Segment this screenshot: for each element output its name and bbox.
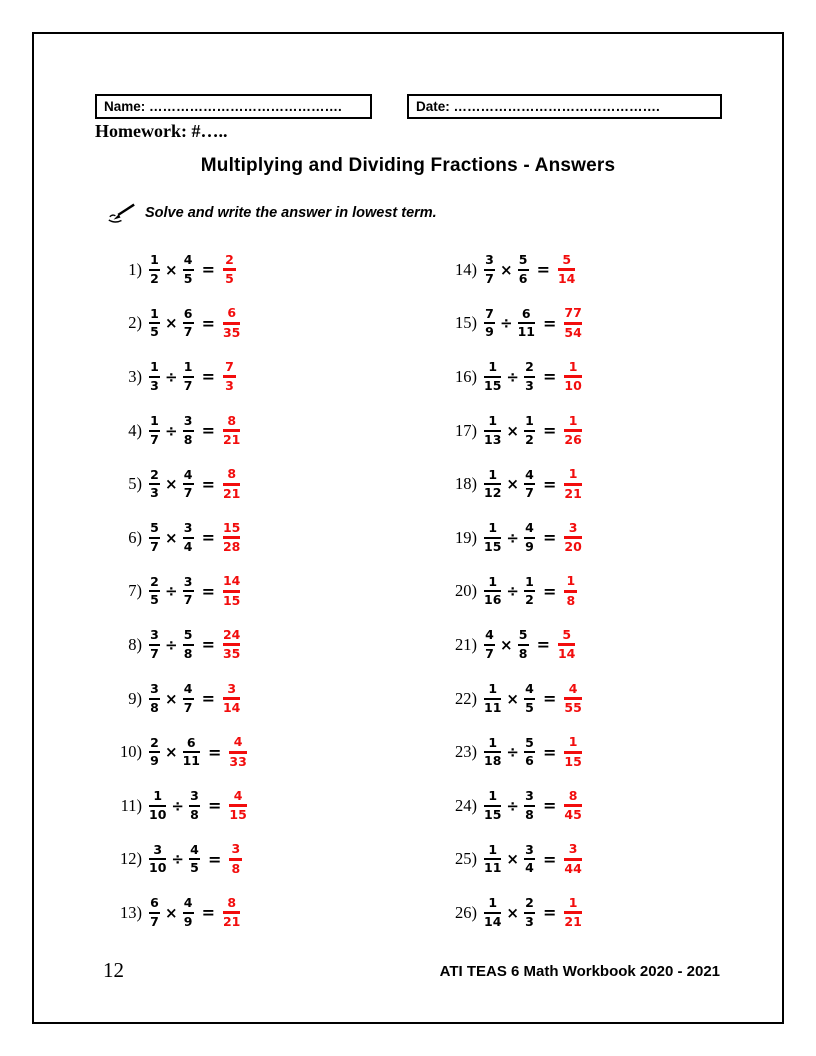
problem-number: 3) bbox=[128, 366, 142, 386]
fraction-operand-2: $\frac{1}{2}$ bbox=[525, 573, 534, 608]
problem-row bbox=[112, 457, 247, 511]
page-title: Multiplying and Dividing Fractions - Answers bbox=[200, 155, 616, 176]
fraction-operand-1: $\frac{2}{5}$ bbox=[150, 573, 159, 608]
answer-fraction: $\frac{1}{15}$ bbox=[564, 734, 582, 769]
operator-sign: ÷ bbox=[165, 635, 178, 654]
writing-hand-icon bbox=[106, 202, 136, 224]
equals-sign: = bbox=[201, 528, 215, 548]
instruction-text: Solve and write the answer in lowest term. bbox=[145, 205, 437, 221]
problem-row bbox=[447, 350, 582, 404]
fraction-operand-2: $\frac{3}{4}$ bbox=[525, 841, 534, 876]
fraction-operand-1: $\frac{3}{7}$ bbox=[485, 252, 494, 286]
equals-sign: = bbox=[207, 796, 222, 816]
answer-fraction: $\frac{6}{35}$ bbox=[222, 305, 241, 340]
equals-sign: = bbox=[536, 635, 550, 655]
date-label: Date: ………………………………………. bbox=[416, 99, 660, 114]
problem-number: 19) bbox=[455, 527, 477, 547]
fraction-operand-2: $\frac{4}{7}$ bbox=[183, 466, 193, 501]
problem-number: 11) bbox=[120, 795, 142, 815]
operator-sign: × bbox=[500, 635, 513, 654]
problem-row bbox=[112, 725, 247, 779]
fraction-operand-1: $\frac{1}{2}$ bbox=[150, 252, 159, 286]
problem-row bbox=[112, 779, 247, 833]
problem-number: 10) bbox=[120, 742, 142, 762]
fraction-operand-2: $\frac{3}{7}$ bbox=[183, 573, 193, 608]
answer-fraction: $\frac{8}{21}$ bbox=[222, 894, 241, 930]
equals-sign: = bbox=[542, 313, 557, 333]
equals-sign: = bbox=[542, 367, 557, 387]
equals-sign: = bbox=[201, 903, 215, 923]
problem-row bbox=[447, 725, 582, 779]
operator-sign: × bbox=[165, 689, 178, 708]
equals-sign: = bbox=[542, 421, 557, 441]
fraction-operand-1: $\frac{1}{18}$ bbox=[484, 734, 502, 769]
equals-sign: = bbox=[201, 260, 215, 280]
operator-sign: × bbox=[500, 260, 513, 279]
equals-sign: = bbox=[207, 849, 222, 869]
fraction-operand-2: $\frac{2}{3}$ bbox=[525, 359, 534, 393]
equals-sign: = bbox=[542, 742, 557, 762]
problem-row bbox=[447, 618, 582, 672]
fraction-operand-1: $\frac{1}{15}$ bbox=[484, 788, 502, 822]
fraction-operand-1: $\frac{1}{3}$ bbox=[150, 359, 159, 393]
date-field-box bbox=[407, 94, 722, 119]
answer-fraction: $\frac{15}{28}$ bbox=[222, 519, 241, 555]
answer-fraction: $\frac{4}{15}$ bbox=[229, 787, 247, 823]
operator-sign: × bbox=[506, 475, 519, 494]
fraction-operand-2: $\frac{4}{9}$ bbox=[525, 520, 534, 554]
fraction-operand-2: $\frac{5}{8}$ bbox=[183, 627, 193, 661]
problem-number: 8) bbox=[128, 634, 142, 654]
problem-row bbox=[447, 243, 582, 297]
operator-sign: ÷ bbox=[171, 850, 184, 869]
problem-row bbox=[447, 779, 582, 833]
answer-fraction: $\frac{8}{21}$ bbox=[222, 466, 241, 501]
problem-number: 1) bbox=[128, 259, 142, 279]
operator-sign: ÷ bbox=[165, 582, 178, 601]
problem-number: 2) bbox=[128, 313, 142, 333]
problem-row bbox=[112, 833, 247, 887]
answer-fraction: $\frac{3}{14}$ bbox=[222, 680, 241, 716]
fraction-operand-1: $\frac{1}{14}$ bbox=[484, 895, 502, 929]
problem-row bbox=[447, 886, 582, 940]
fraction-operand-2: $\frac{5}{6}$ bbox=[525, 734, 534, 769]
answer-fraction: $\frac{4}{55}$ bbox=[564, 680, 582, 716]
problem-number: 17) bbox=[455, 420, 477, 440]
fraction-operand-2: $\frac{3}{8}$ bbox=[190, 788, 199, 822]
problem-number: 16) bbox=[455, 366, 477, 386]
equals-sign: = bbox=[542, 903, 557, 923]
answer-fraction: $\frac{5}{14}$ bbox=[557, 626, 576, 662]
fraction-operand-2: $\frac{4}{7}$ bbox=[525, 466, 534, 501]
problem-number: 25) bbox=[455, 849, 477, 869]
operator-sign: × bbox=[165, 528, 178, 547]
answer-fraction: $\frac{3}{20}$ bbox=[564, 519, 582, 555]
operator-sign: ÷ bbox=[506, 743, 519, 762]
problem-row bbox=[112, 297, 247, 351]
operator-sign: ÷ bbox=[165, 421, 178, 440]
fraction-operand-1: $\frac{1}{13}$ bbox=[484, 413, 502, 447]
equals-sign: = bbox=[542, 581, 557, 601]
homework-label: Homework: #….. bbox=[95, 121, 228, 141]
problem-number: 7) bbox=[128, 581, 142, 601]
answer-fraction: $\frac{8}{45}$ bbox=[564, 787, 582, 823]
page-number: 12 bbox=[103, 958, 124, 982]
equals-sign: = bbox=[542, 474, 557, 494]
fraction-operand-2: $\frac{1}{2}$ bbox=[525, 413, 534, 447]
answer-fraction: $\frac{7}{3}$ bbox=[223, 361, 236, 393]
fraction-operand-2: $\frac{2}{3}$ bbox=[525, 895, 534, 929]
fraction-operand-1: $\frac{5}{7}$ bbox=[150, 520, 159, 554]
equals-sign: = bbox=[201, 421, 215, 441]
footer-book-title: ATI TEAS 6 Math Workbook 2020 - 2021 bbox=[439, 963, 720, 980]
fraction-operand-2: $\frac{6}{7}$ bbox=[183, 305, 193, 340]
fraction-operand-1: $\frac{1}{11}$ bbox=[484, 841, 502, 876]
problem-row bbox=[112, 565, 247, 619]
equals-sign: = bbox=[201, 313, 215, 333]
operator-sign: × bbox=[506, 689, 519, 708]
fraction-operand-1: $\frac{2}{9}$ bbox=[150, 734, 159, 769]
problem-row bbox=[447, 565, 582, 619]
operator-sign: ÷ bbox=[500, 314, 513, 333]
problems-column-left bbox=[112, 243, 247, 940]
fraction-operand-1: $\frac{4}{7}$ bbox=[485, 627, 494, 661]
equals-sign: = bbox=[201, 367, 215, 387]
problem-number: 26) bbox=[455, 902, 477, 922]
name-label: Name: ……………………………………. bbox=[104, 99, 342, 114]
fraction-operand-2: $\frac{3}{8}$ bbox=[183, 413, 193, 447]
fraction-operand-2: $\frac{6}{11}$ bbox=[182, 734, 200, 769]
problem-number: 4) bbox=[128, 420, 142, 440]
operator-sign: × bbox=[506, 903, 519, 922]
problem-number: 22) bbox=[455, 688, 477, 708]
answer-fraction: $\frac{8}{21}$ bbox=[222, 412, 241, 448]
name-field-box bbox=[95, 94, 372, 119]
operator-sign: × bbox=[506, 421, 519, 440]
equals-sign: = bbox=[201, 581, 215, 601]
fraction-operand-2: $\frac{1}{7}$ bbox=[183, 359, 193, 393]
problem-number: 18) bbox=[455, 474, 477, 494]
operator-sign: × bbox=[165, 903, 178, 922]
answer-fraction: $\frac{3}{8}$ bbox=[229, 843, 242, 875]
operator-sign: × bbox=[165, 475, 178, 494]
fraction-operand-2: $\frac{5}{8}$ bbox=[518, 627, 528, 661]
fraction-operand-2: $\frac{4}{9}$ bbox=[183, 895, 193, 929]
operator-sign: × bbox=[165, 314, 178, 333]
fraction-operand-2: $\frac{4}{5}$ bbox=[183, 252, 193, 286]
problem-row bbox=[112, 618, 247, 672]
problem-number: 9) bbox=[128, 688, 142, 708]
problem-row bbox=[447, 297, 582, 351]
problem-number: 23) bbox=[455, 742, 477, 762]
fraction-operand-2: $\frac{5}{6}$ bbox=[518, 252, 528, 286]
fraction-operand-2: $\frac{6}{11}$ bbox=[517, 305, 535, 340]
problem-row bbox=[112, 350, 247, 404]
equals-sign: = bbox=[201, 474, 215, 494]
problem-row bbox=[112, 511, 247, 565]
answer-fraction: $\frac{1}{8}$ bbox=[564, 575, 577, 607]
equals-sign: = bbox=[542, 796, 557, 816]
answer-fraction: $\frac{4}{33}$ bbox=[229, 734, 247, 769]
operator-sign: ÷ bbox=[165, 367, 178, 386]
operator-sign: ÷ bbox=[506, 796, 519, 815]
equals-sign: = bbox=[542, 849, 557, 869]
problem-number: 14) bbox=[455, 259, 477, 279]
problem-number: 5) bbox=[128, 474, 142, 494]
equals-sign: = bbox=[201, 635, 215, 655]
fraction-operand-1: $\frac{1}{7}$ bbox=[150, 413, 159, 447]
operator-sign: × bbox=[165, 743, 178, 762]
problem-row bbox=[112, 404, 247, 458]
fraction-operand-1: $\frac{3}{7}$ bbox=[150, 627, 159, 661]
problem-row bbox=[447, 457, 582, 511]
answer-fraction: $\frac{1}{10}$ bbox=[564, 358, 582, 394]
fraction-operand-1: $\frac{1}{15}$ bbox=[484, 520, 502, 554]
fraction-operand-1: $\frac{1}{15}$ bbox=[484, 359, 502, 393]
answer-fraction: $\frac{5}{14}$ bbox=[557, 251, 576, 287]
equals-sign: = bbox=[536, 260, 550, 280]
problem-number: 24) bbox=[455, 795, 477, 815]
fraction-operand-1: $\frac{7}{9}$ bbox=[485, 305, 494, 340]
problem-number: 12) bbox=[120, 849, 142, 869]
fraction-operand-1: $\frac{1}{10}$ bbox=[149, 788, 167, 822]
answer-fraction: $\frac{1}{21}$ bbox=[564, 894, 582, 930]
fraction-operand-2: $\frac{4}{7}$ bbox=[183, 681, 193, 715]
answer-fraction: $\frac{2}{5}$ bbox=[223, 254, 236, 286]
operator-sign: ÷ bbox=[506, 367, 519, 386]
fraction-operand-1: $\frac{2}{3}$ bbox=[150, 466, 159, 501]
operator-sign: × bbox=[165, 260, 178, 279]
problem-row bbox=[112, 243, 247, 297]
problem-row bbox=[112, 672, 247, 726]
operator-sign: ÷ bbox=[506, 528, 519, 547]
equals-sign: = bbox=[201, 689, 215, 709]
problem-row bbox=[112, 886, 247, 940]
fraction-operand-1: $\frac{3}{10}$ bbox=[149, 841, 167, 876]
fraction-operand-2: $\frac{3}{8}$ bbox=[525, 788, 534, 822]
problem-row bbox=[447, 833, 582, 887]
fraction-operand-1: $\frac{1}{5}$ bbox=[150, 305, 159, 340]
fraction-operand-1: $\frac{1}{12}$ bbox=[484, 466, 502, 501]
answer-fraction: $\frac{1}{26}$ bbox=[564, 412, 582, 448]
answer-fraction: $\frac{77}{54}$ bbox=[564, 305, 582, 340]
answer-fraction: $\frac{14}{15}$ bbox=[222, 573, 241, 608]
fraction-operand-2: $\frac{3}{4}$ bbox=[183, 520, 193, 554]
equals-sign: = bbox=[207, 742, 222, 762]
problem-row bbox=[447, 511, 582, 565]
fraction-operand-1: $\frac{1}{16}$ bbox=[484, 573, 502, 608]
operator-sign: ÷ bbox=[506, 582, 519, 601]
instruction-line bbox=[106, 202, 437, 224]
problem-number: 21) bbox=[455, 634, 477, 654]
equals-sign: = bbox=[542, 528, 557, 548]
problem-row bbox=[447, 672, 582, 726]
equals-sign: = bbox=[542, 689, 557, 709]
problem-number: 13) bbox=[120, 902, 142, 922]
answer-fraction: $\frac{24}{35}$ bbox=[222, 626, 241, 662]
fraction-operand-1: $\frac{6}{7}$ bbox=[150, 895, 159, 929]
operator-sign: ÷ bbox=[171, 796, 184, 815]
problems-column-right bbox=[447, 243, 582, 940]
answer-fraction: $\frac{1}{21}$ bbox=[564, 466, 582, 501]
fraction-operand-1: $\frac{1}{11}$ bbox=[484, 681, 502, 715]
fraction-operand-2: $\frac{4}{5}$ bbox=[190, 841, 199, 876]
problem-row bbox=[447, 404, 582, 458]
problem-number: 20) bbox=[455, 581, 477, 601]
operator-sign: × bbox=[506, 850, 519, 869]
problem-number: 15) bbox=[455, 313, 477, 333]
fraction-operand-1: $\frac{3}{8}$ bbox=[150, 681, 159, 715]
fraction-operand-2: $\frac{4}{5}$ bbox=[525, 681, 534, 715]
answer-fraction: $\frac{3}{44}$ bbox=[564, 841, 582, 876]
problem-number: 6) bbox=[128, 527, 142, 547]
